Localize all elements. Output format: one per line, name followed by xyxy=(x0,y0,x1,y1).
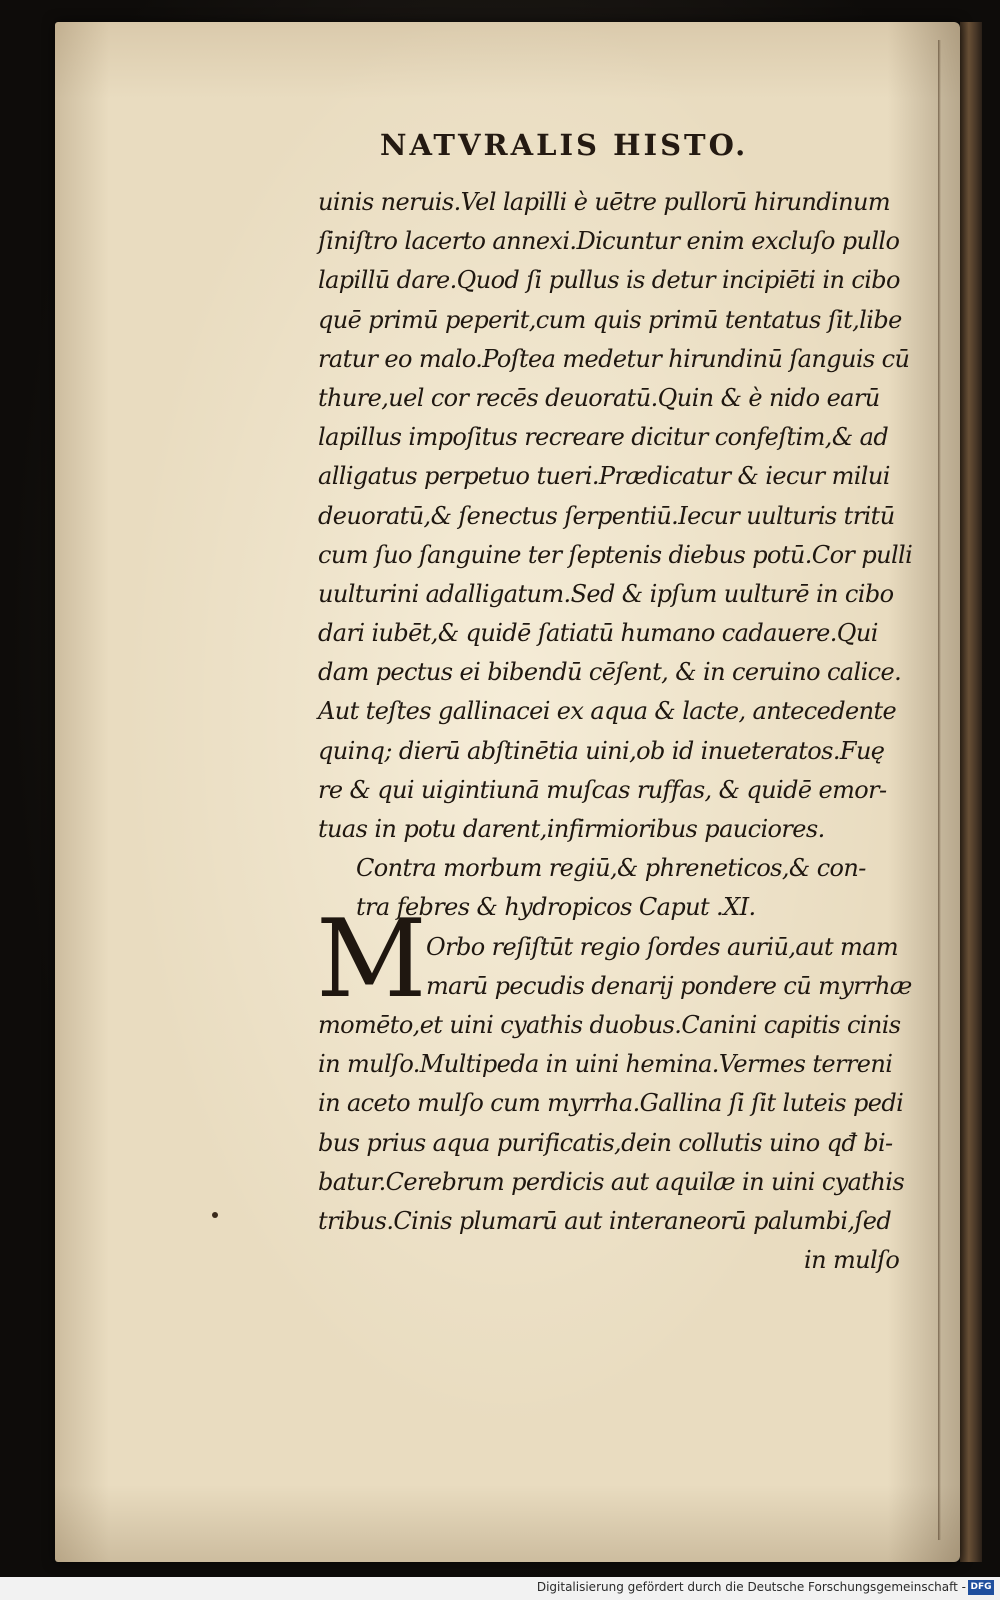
text-line: dari iubēt,& quidē ſatiatū humano cadauere.Qui xyxy=(318,619,878,648)
text-line: in mulſo.Multipeda in uini hemina.Vermes terreni xyxy=(318,1050,893,1079)
main-text xyxy=(318,183,918,1280)
text-line: thure,uel cor recēs deuoratū.Quin & è nido earū xyxy=(318,383,880,412)
text-line: quinq; dierū abſtinētia uini,ob id inueteratos.Fuę xyxy=(318,736,885,765)
text-line: ratur eo malo.Poſtea medetur hirundinū ſanguis cū xyxy=(318,344,910,373)
text-line: re & qui uigintiunā muſcas ruffas, & quidē emor- xyxy=(318,775,887,804)
text-line: marū pecudis denarij pondere cū myrrhæ xyxy=(426,971,912,1000)
text-line: bus prius aqua purificatis,dein collutis uino qđ bi- xyxy=(318,1128,893,1157)
text-line: ſiniſtro lacerto annexi.Dicuntur enim excluſo pullo xyxy=(318,227,900,256)
text-line: deuoratū,& ſenectus ſerpentiū.Iecur uulturis tritū xyxy=(318,501,895,530)
text-line: tuas in potu darent,infirmioribus pauciores. xyxy=(318,815,825,843)
book-spine xyxy=(960,22,982,1562)
dfg-logo-icon: DFG xyxy=(968,1580,994,1595)
text-line: lapillū dare.Quod ſi pullus is detur incipiēti in cibo xyxy=(318,266,900,295)
text-line: uinis neruis.Vel lapilli è uētre pullorū hirundinum xyxy=(318,188,890,216)
chapter-heading-line: tra febres & hydropicos Caput .XI. xyxy=(356,893,756,922)
running-head: NATVRALIS HISTO. xyxy=(380,128,749,162)
catchword: in mulſo xyxy=(804,1246,900,1275)
text-line: in aceto mulſo cum myrrha.Gallina ſi ſit luteis pedi xyxy=(318,1089,904,1118)
text-line: Aut teſtes gallinacei ex aqua & lacte, antecedente xyxy=(318,697,897,726)
text-line: cum ſuo ſanguine ter ſeptenis diebus potū.Cor pulli xyxy=(318,540,913,569)
text-line: tribus.Cinis plumarū aut interaneorū palumbi,ſed xyxy=(318,1206,892,1235)
drop-cap-initial: M xyxy=(316,897,427,1022)
text-line: uulturini adalligatum.Sed & ipſum uulturē in cibo xyxy=(318,579,894,608)
text-line: batur.Cerebrum perdicis aut aquilæ in uini cyathis xyxy=(318,1167,905,1196)
text-line: momēto,et uini cyathis duobus.Canini capitis cinis xyxy=(318,1010,901,1039)
margin-dot xyxy=(212,1212,218,1218)
text-line: Orbo reſiſtūt regio ſordes auriū,aut mam xyxy=(426,932,899,961)
gutter-shadow xyxy=(938,40,941,1540)
chapter-heading-line: Contra morbum regiū,& phreneticos,& con- xyxy=(356,854,866,883)
text-line: dam pectus ei bibendū cēſent, & in ceruino calice. xyxy=(318,658,902,687)
text-line: lapillus impoſitus recreare dicitur confeſtim,& ad xyxy=(318,423,889,452)
text-line: quē primū peperit,cum quis primū tentatus ſit,libe xyxy=(318,305,902,334)
funding-credit: Digitalisierung gefördert durch die Deutsche Forschungsgemeinschaft - xyxy=(536,1580,966,1594)
text-line: alligatus perpetuo tueri.Prædicatur & iecur milui xyxy=(318,462,890,491)
